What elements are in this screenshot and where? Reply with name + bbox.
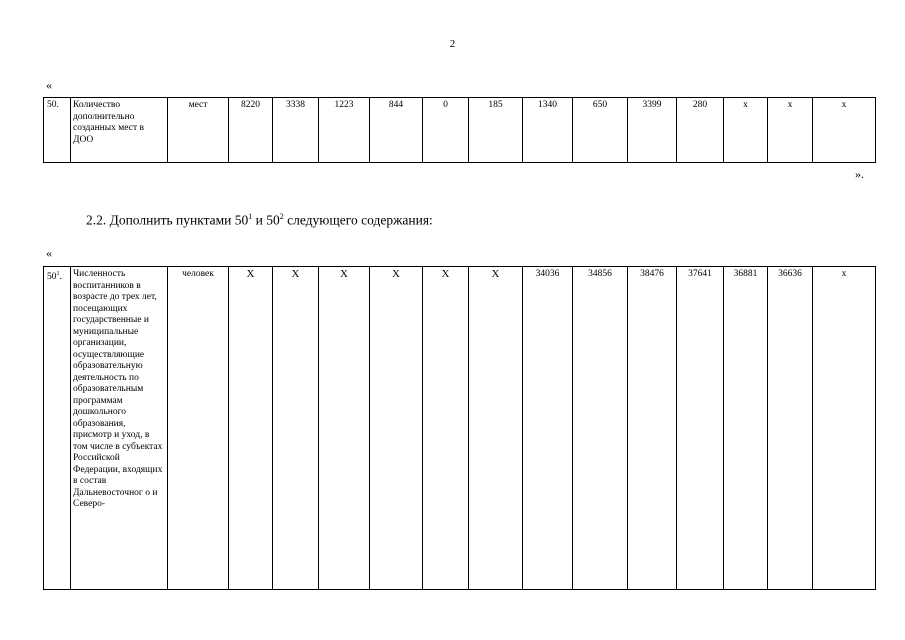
- value-cell: 650: [573, 98, 628, 163]
- value-cell: Х: [469, 267, 523, 590]
- value-cell: 280: [677, 98, 724, 163]
- value-cell: х: [813, 267, 876, 590]
- value-cell: 34036: [523, 267, 573, 590]
- value-cell: Х: [370, 267, 423, 590]
- table-row: [44, 267, 876, 590]
- instruction-sup-1: 1: [248, 212, 253, 221]
- instruction-sup-2: 2: [279, 212, 284, 221]
- row-number: 50.: [44, 98, 71, 163]
- row-number-suffix: .: [59, 272, 62, 283]
- value-cell: 1340: [523, 98, 573, 163]
- row-description: Численность воспитанников в возрасте до трех лет, посещающих государственные и муниципальные организации, осуществляющие образовательную деятельность по образовательным программам дошкольного образования, присмотр и уход, в том числе в субъектах Российской Федерации, входящих в состав Дальневосточног о и Северо-: [71, 267, 168, 590]
- value-cell: 185: [469, 98, 523, 163]
- value-cell: Х: [319, 267, 370, 590]
- value-cell: 37641: [677, 267, 724, 590]
- row-description: Количество дополнительно созданных мест в ДОО: [71, 98, 168, 163]
- value-cell: 0: [423, 98, 469, 163]
- row-number: [44, 267, 71, 590]
- instruction-middle: и 50: [252, 212, 280, 228]
- value-cell: 38476: [628, 267, 677, 590]
- value-cell: Х: [273, 267, 319, 590]
- value-cell: 36881: [724, 267, 768, 590]
- value-cell: х: [813, 98, 876, 163]
- row-number-base: 50: [47, 272, 57, 283]
- value-cell: 36636: [768, 267, 813, 590]
- row-unit: мест: [168, 98, 229, 163]
- page-number: 2: [449, 38, 456, 50]
- amendment-instruction: [86, 212, 433, 229]
- row-number-sup: 1: [56, 271, 60, 277]
- table-indicator-50: [43, 97, 876, 163]
- value-cell: Х: [229, 267, 273, 590]
- value-cell: х: [768, 98, 813, 163]
- value-cell: 3399: [628, 98, 677, 163]
- table-row: [44, 98, 876, 163]
- value-cell: 3338: [273, 98, 319, 163]
- value-cell: х: [724, 98, 768, 163]
- value-cell: Х: [423, 267, 469, 590]
- open-quote: «: [46, 78, 52, 92]
- instruction-suffix: следующего содержания:: [283, 212, 433, 228]
- instruction-prefix: 2.2. Дополнить пунктами 50: [86, 212, 249, 228]
- open-quote-2: «: [46, 246, 52, 260]
- value-cell: 34856: [573, 267, 628, 590]
- close-quote: ».: [855, 167, 864, 181]
- row-unit: человек: [168, 267, 229, 590]
- table-indicator-50-1: [43, 266, 876, 590]
- value-cell: 1223: [319, 98, 370, 163]
- value-cell: 844: [370, 98, 423, 163]
- value-cell: 8220: [229, 98, 273, 163]
